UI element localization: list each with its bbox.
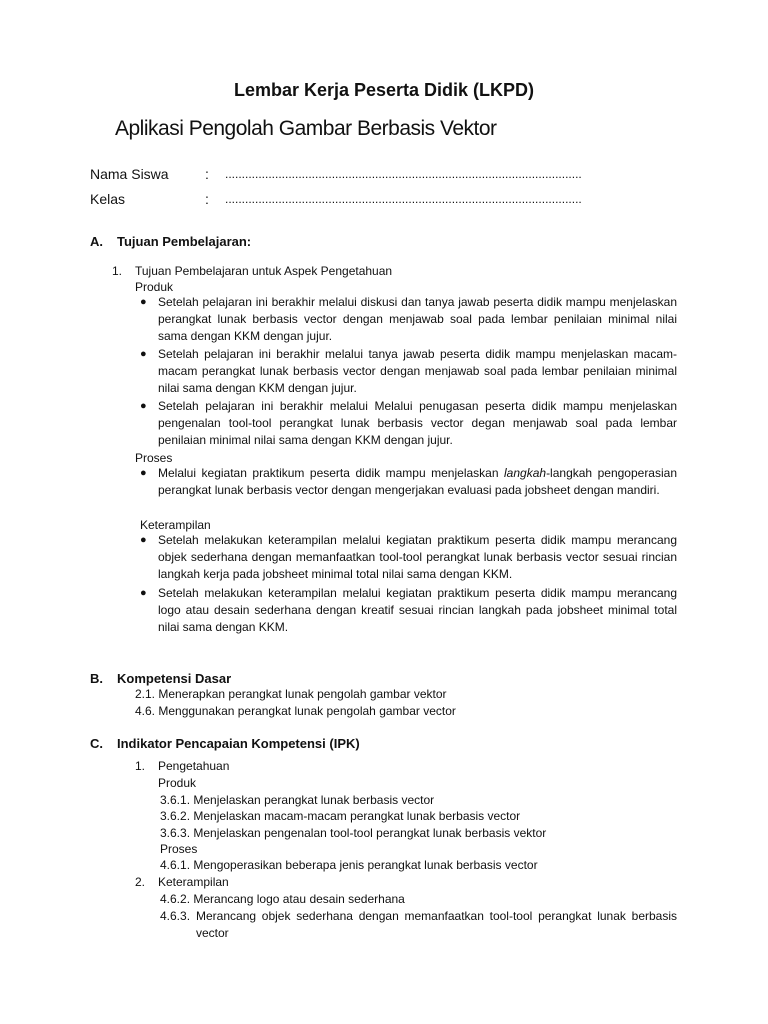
ipk-item-number: 4.6.3. <box>160 909 191 923</box>
bullet-icon: ● <box>140 467 147 479</box>
name-label: Nama Siswa <box>90 166 169 182</box>
section-a-heading: Tujuan Pembelajaran: <box>117 234 252 249</box>
keterampilan-bullet-1: Setelah melakukan keterampilan melalui kegiatan praktikum peserta didik mampu merancang objek sederhana dengan memanfaatkan tool-tool perangkat lunak berbasis vector sesuai rincian langkah kerja pada jobsheet minimal total nilai sama dengan KKM. <box>158 533 677 581</box>
bullet-icon: ● <box>140 587 147 599</box>
class-field[interactable]: ........................................................................................................... <box>225 192 582 206</box>
ipk-item-text: Merancang objek sederhana dengan memanfaatkan tool-tool perangkat lunak berbasis vector <box>196 909 677 940</box>
section-c-item2-number: 2. <box>135 875 146 889</box>
document-subtitle: Aplikasi Pengolah Gambar Berbasis Vektor <box>115 117 497 140</box>
proses-bullet-1 <box>158 465 677 499</box>
section-c-marker: C. <box>90 736 103 751</box>
section-a-keterampilan-label: Keterampilan <box>140 518 211 532</box>
ipk-item: 3.6.2. Menjelaskan macam-macam perangkat lunak berbasis vector <box>160 809 521 823</box>
section-c-proses-label: Proses <box>160 842 198 856</box>
section-b-heading: Kompetensi Dasar <box>117 671 232 686</box>
bullet-icon: ● <box>140 348 147 360</box>
ipk-item: 3.6.3. Menjelaskan pengenalan tool-tool perangkat lunak berbasis vektor <box>160 826 547 840</box>
bullet-icon: ● <box>140 534 147 546</box>
section-c-item1-number: 1. <box>135 759 146 773</box>
section-c-item2-label: Keterampilan <box>158 875 229 889</box>
section-c-item1-label: Pengetahuan <box>158 759 230 773</box>
section-c-heading: Indikator Pencapaian Kompetensi (IPK) <box>117 736 360 751</box>
kd-item: 2.1. Menerapkan perangkat lunak pengolah gambar vektor <box>135 687 447 701</box>
ipk-item: 3.6.1. Menjelaskan perangkat lunak berbasis vector <box>160 793 435 807</box>
ipk-item: 4.6.2. Merancang logo atau desain sederhana <box>160 892 405 906</box>
produk-bullet-3: Setelah pelajaran ini berakhir melalui Melalui penugasan peserta didik mampu menjelaskan pengenalan tool-tool perangkat lunak berbasis vector degan menjawab soal pada lembar penilaian minimal nilai sama dengan KKM dengan jujur. <box>158 399 677 447</box>
produk-bullet-2: Setelah pelajaran ini berakhir melalui tanya jawab peserta didik mampu menjelaskan macam-macam perangkat lunak berbasis vector dengan menjawab soal pada lembar penilaian minimal nilai sama dengan KKM dengan jujur. <box>158 347 677 395</box>
ipk-item: 4.6.1. Mengoperasikan beberapa jenis perangkat lunak berbasis vector <box>160 858 538 872</box>
bullet-icon: ● <box>140 400 147 412</box>
section-c-produk-label: Produk <box>158 776 197 790</box>
section-a-marker: A. <box>90 234 103 249</box>
section-a-proses-label: Proses <box>135 451 173 465</box>
section-a-item1-label: Tujuan Pembelajaran untuk Aspek Pengetahuan <box>135 264 393 278</box>
proses-bullet-italic: langkah <box>504 466 547 480</box>
proses-bullet-post: -langkah pengoperasian perangkat lunak berbasis vector dengan mengerjakan evaluasi pada jobsheet dengan mandiri. <box>158 466 677 497</box>
section-b-marker: B. <box>90 671 103 686</box>
class-label: Kelas <box>90 191 126 207</box>
document-title: Lembar Kerja Peserta Didik (LKPD) <box>233 80 535 100</box>
class-colon: : <box>205 191 209 207</box>
keterampilan-bullet-2: Setelah melakukan keterampilan melalui kegiatan praktikum peserta didik mampu merancang logo atau desain sederhana dengan kreatif sesuai rincian langkah pada jobsheet minimal total nilai sama dengan KKM. <box>158 586 677 634</box>
proses-bullet-pre: Melalui kegiatan praktikum peserta didik mampu menjelaskan <box>158 466 505 480</box>
name-field[interactable]: ........................................................................................................... <box>225 167 582 181</box>
produk-bullet-1: Setelah pelajaran ini berakhir melalui diskusi dan tanya jawab peserta didik mampu menjelaskan perangkat lunak berbasis vector dengan menjawab soal pada lembar penilaian minimal nilai sama dengan KKM dengan jujur. <box>158 295 677 343</box>
section-a-item1-number: 1. <box>112 264 123 278</box>
name-colon: : <box>205 166 209 182</box>
section-a-produk-label: Produk <box>135 280 174 294</box>
bullet-icon: ● <box>140 296 147 308</box>
kd-item: 4.6. Menggunakan perangkat lunak pengolah gambar vector <box>135 704 456 718</box>
